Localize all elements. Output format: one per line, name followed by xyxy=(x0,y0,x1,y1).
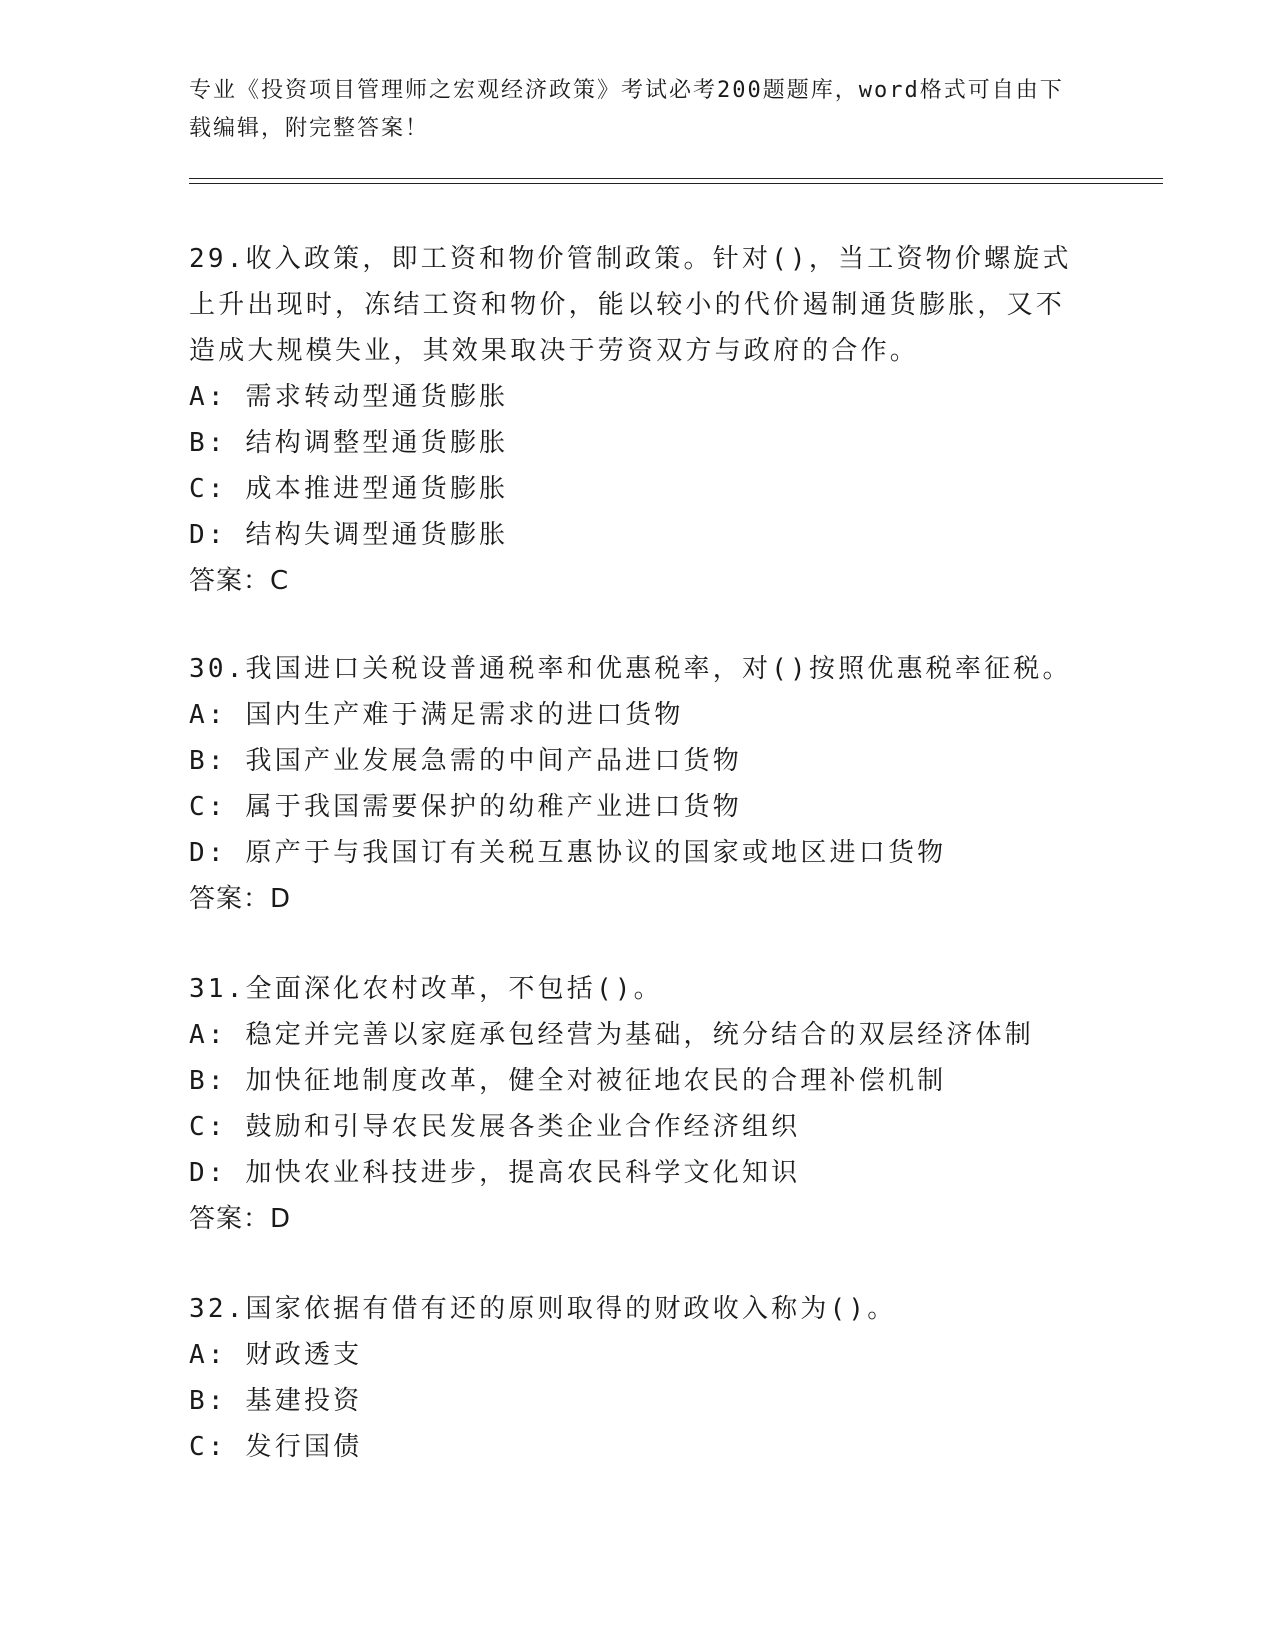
document-header: 专业《投资项目管理师之宏观经济政策》考试必考200题题库，word格式可自由下载编辑，附完整答案！ xyxy=(189,78,1064,141)
option-c: C: 鼓励和引导农民发展各类企业合作经济组织 xyxy=(189,1112,801,1142)
option-d: D: 原产于与我国订有关税互惠协议的国家或地区进口货物 xyxy=(189,838,947,868)
question-29 xyxy=(189,236,1089,604)
question-stem: 31.全面深化农村改革，不包括()。 xyxy=(189,974,663,1004)
answer: 答案：D xyxy=(189,884,292,914)
question-30 xyxy=(189,646,1089,922)
question-stem: 29.收入政策，即工资和物价管制政策。针对()，当工资物价螺旋式上升出现时，冻结工资和物价，能以较小的代价遏制通货膨胀，又不造成大规模失业，其效果取决于劳资双方与政府的合作。 xyxy=(189,244,1072,366)
header-divider-top xyxy=(189,178,1163,179)
header-divider-bottom xyxy=(189,183,1163,184)
option-b: B: 加快征地制度改革，健全对被征地农民的合理补偿机制 xyxy=(189,1066,947,1096)
option-b: B: 我国产业发展急需的中间产品进口货物 xyxy=(189,746,742,776)
option-c: C: 发行国债 xyxy=(189,1432,363,1462)
question-32 xyxy=(189,1286,1089,1470)
answer: 答案：C xyxy=(189,566,290,596)
option-a: A: 需求转动型通货膨胀 xyxy=(189,382,509,412)
option-c: C: 成本推进型通货膨胀 xyxy=(189,474,509,504)
option-d: D: 加快农业科技进步，提高农民科学文化知识 xyxy=(189,1158,801,1188)
option-a: A: 稳定并完善以家庭承包经营为基础，统分结合的双层经济体制 xyxy=(189,1020,1034,1050)
option-c: C: 属于我国需要保护的幼稚产业进口货物 xyxy=(189,792,742,822)
question-31 xyxy=(189,966,1089,1242)
option-d: D: 结构失调型通货膨胀 xyxy=(189,520,509,550)
question-stem: 30.我国进口关税设普通税率和优惠税率，对()按照优惠税率征税。 xyxy=(189,654,1072,684)
option-b: B: 结构调整型通货膨胀 xyxy=(189,428,509,458)
option-a: A: 财政透支 xyxy=(189,1340,363,1370)
question-stem: 32.国家依据有借有还的原则取得的财政收入称为()。 xyxy=(189,1294,897,1324)
option-b: B: 基建投资 xyxy=(189,1386,363,1416)
answer: 答案：D xyxy=(189,1204,292,1234)
option-a: A: 国内生产难于满足需求的进口货物 xyxy=(189,700,684,730)
